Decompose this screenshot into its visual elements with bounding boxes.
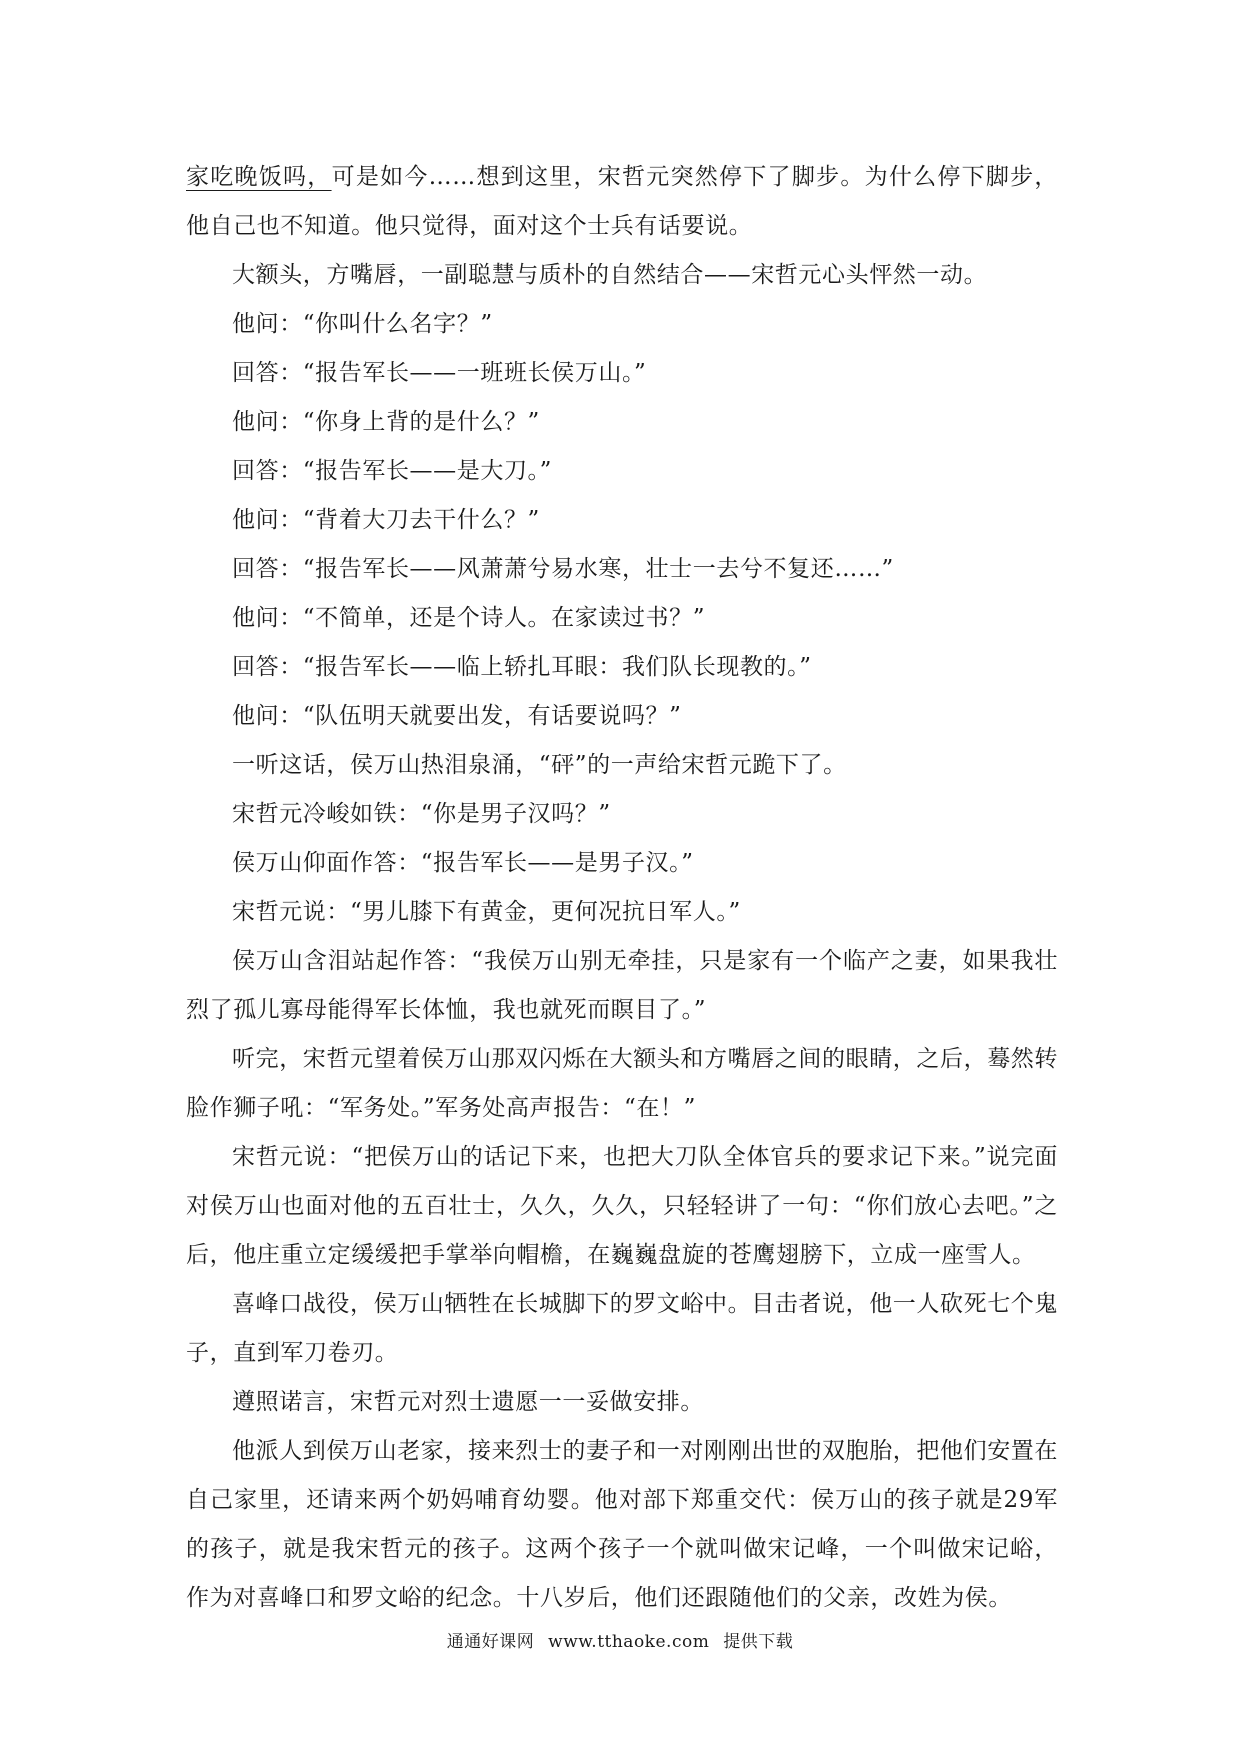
paragraph: 侯万山仰面作答：“报告军长——是男子汉。” <box>232 850 694 876</box>
paragraph: 侯万山含泪站起作答：“我侯万山别无牵挂，只是家有一个临产之妻，如果我壮烈了孤儿寡母能得军长体恤，我也就死而瞑目了。” <box>186 948 1058 1023</box>
paragraph: 他问：“你叫什么名字？” <box>232 311 493 337</box>
paragraph: 宋哲元说：“把侯万山的话记下来，也把大刀队全体官兵的要求记下来。”说完面对侯万山也面对他的五百壮士，久久，久久，只轻轻讲了一句：“你们放心去吧。”之后，他庄重立定缓缓把手掌举向帽檐，在巍巍盘旋的苍鹰翅膀下，立成一座雪人。 <box>186 1144 1058 1268</box>
paragraph: 喜峰口战役，侯万山牺牲在长城脚下的罗文峪中。目击者说，他一人砍死七个鬼子，直到军刀卷刃。 <box>186 1291 1058 1366</box>
paragraph: 一听这话，侯万山热泪泉涌，“砰”的一声给宋哲元跪下了。 <box>232 752 847 778</box>
paragraph: 宋哲元冷峻如铁：“你是男子汉吗？” <box>232 801 611 827</box>
paragraph: 听完，宋哲元望着侯万山那双闪烁在大额头和方嘴唇之间的眼睛，之后，蓦然转脸作狮子吼：“军务处。”军务处高声报告：“在！” <box>186 1046 1058 1121</box>
page-footer <box>0 1627 1240 1652</box>
footer-note: 提供下载 <box>723 1632 794 1652</box>
paragraph: 大额头，方嘴唇，一副聪慧与质朴的自然结合——宋哲元心头怦然一动。 <box>232 262 988 288</box>
underlined-text: 家吃晚饭吗， <box>186 164 332 190</box>
paragraph: 他问：“不简单，还是个诗人。在家读过书？” <box>232 605 706 631</box>
footer-url-link[interactable]: www.tthaoke.com <box>548 1632 710 1652</box>
paragraph: 宋哲元说：“男儿膝下有黄金，更何况抗日军人。” <box>232 899 741 925</box>
paragraph: 回答：“报告军长——一班班长侯万山。” <box>232 360 647 386</box>
paragraph: 他问：“你身上背的是什么？” <box>232 409 540 435</box>
paragraph: 回答：“报告军长——风萧萧兮易水寒，壮士一去兮不复还……” <box>232 556 894 582</box>
article-body <box>186 153 1058 1623</box>
paragraph: 他派人到侯万山老家，接来烈士的妻子和一对刚刚出世的双胞胎，把他们安置在自己家里，还请来两个奶妈哺育幼婴。他对部下郑重交代：侯万山的孩子就是29军的孩子，就是我宋哲元的孩子。这两个孩子一个就叫做宋记峰，一个叫做宋记峪，作为对喜峰口和罗文峪的纪念。十八岁后，他们还跟随他们的父亲，改姓为侯。 <box>186 1438 1058 1611</box>
paragraph-continued <box>186 153 1058 251</box>
paragraph: 遵照诺言，宋哲元对烈士遗愿一一妥做安排。 <box>232 1389 704 1415</box>
paragraph: 他问：“队伍明天就要出发，有话要说吗？” <box>232 703 682 729</box>
paragraph: 他问：“背着大刀去干什么？” <box>232 507 540 533</box>
footer-site-name: 通通好课网 <box>446 1632 535 1652</box>
paragraph: 回答：“报告军长——临上轿扎耳眼：我们队长现教的。” <box>232 654 812 680</box>
paragraph: 回答：“报告军长——是大刀。” <box>232 458 553 484</box>
paragraph-text: 可是如今……想到这里，宋哲元突然停下了脚步。为什么停下脚步，他自己也不知道。他只觉得，面对这个士兵有话要说。 <box>186 164 1059 239</box>
